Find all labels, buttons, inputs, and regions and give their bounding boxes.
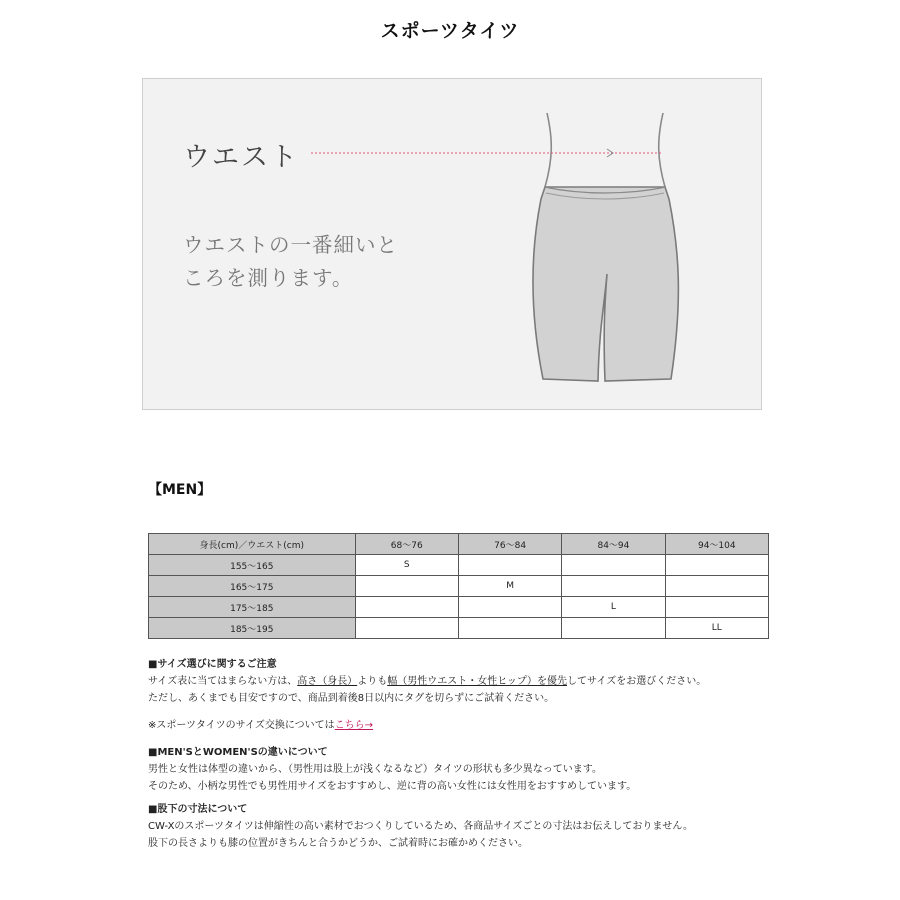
- size-cell: [562, 618, 665, 639]
- size-cell: [355, 597, 458, 618]
- waist-description: ウエストの一番細いと ころを測ります。: [183, 233, 398, 290]
- size-cell: [665, 555, 768, 576]
- difference-note: [148, 744, 828, 795]
- men-size-table: [148, 533, 769, 639]
- table-header-row: [149, 534, 769, 555]
- difference-title: ■MEN'SとWOMEN'Sの違いについて: [148, 747, 328, 758]
- table-row: [149, 555, 769, 576]
- men-heading: 【MEN】: [148, 482, 212, 498]
- exchange-text: ※スポーツタイツのサイズ交換については: [148, 720, 335, 731]
- size-cell: S: [355, 555, 458, 576]
- exchange-link[interactable]: こちら→: [334, 720, 374, 731]
- size-cell: [665, 597, 768, 618]
- row-height-header: 185〜195: [149, 618, 356, 639]
- size-cell: [355, 576, 458, 597]
- inseam-title: ■股下の寸法について: [148, 804, 248, 815]
- column-header: 76〜84: [458, 534, 561, 555]
- size-cell: [458, 555, 561, 576]
- size-cell: LL: [665, 618, 768, 639]
- underlined-height: 高さ（身長）: [297, 676, 358, 687]
- waist-label: ウエスト: [183, 142, 299, 173]
- row-height-header: 175〜185: [149, 597, 356, 618]
- size-advice-note: [148, 656, 828, 707]
- size-advice-title: ■サイズ選びに関するご注意: [148, 659, 277, 670]
- page-title: スポーツタイツ: [380, 20, 520, 42]
- column-header: 94〜104: [665, 534, 768, 555]
- underlined-width-priority: 幅（男性ウエスト・女性ヒップ）を優先: [387, 676, 568, 687]
- size-cell: [562, 555, 665, 576]
- column-header: 68〜76: [355, 534, 458, 555]
- size-cell: M: [458, 576, 561, 597]
- size-cell: [665, 576, 768, 597]
- table-row: [149, 576, 769, 597]
- text-segment: サイズ表に当てはまらない方は、: [148, 676, 298, 687]
- column-header: 84〜94: [562, 534, 665, 555]
- size-notes: [148, 656, 828, 858]
- size-cell: L: [562, 597, 665, 618]
- size-cell: [458, 597, 561, 618]
- waist-measurement-diagram: [142, 78, 762, 410]
- size-cell: [355, 618, 458, 639]
- inseam-line-2: 股下の長さよりも膝の位置がきちんと合うかどうか、ご試着時にお確かめください。: [148, 838, 528, 849]
- row-height-header: 165〜175: [149, 576, 356, 597]
- size-cell: [562, 576, 665, 597]
- text-segment: よりも: [357, 676, 388, 687]
- table-corner-header: 身長(cm)／ウエスト(cm): [149, 534, 356, 555]
- size-advice-line: [148, 673, 828, 690]
- size-cell: [458, 618, 561, 639]
- exchange-note: [148, 717, 828, 734]
- inseam-line-1: CW-Xのスポーツタイツは伸縮性の高い素材でおつくりしているため、各商品サイズごとの寸法はお伝えしておりません。: [148, 821, 694, 832]
- table-row: [149, 597, 769, 618]
- difference-line-1: 男性と女性は体型の違いから、（男性用は股上が浅くなるなど）タイツの形状も多少異なっています。: [148, 764, 602, 775]
- text-segment: してサイズをお選びください。: [567, 676, 707, 687]
- row-height-header: 155〜165: [149, 555, 356, 576]
- inseam-note: [148, 801, 828, 852]
- table-row: [149, 618, 769, 639]
- difference-line-2: そのため、小柄な男性でも男性用サイズをおすすめし、逆に背の高い女性には女性用をおすすめしています。: [148, 781, 637, 792]
- size-advice-line-2: ただし、あくまでも目安ですので、商品到着後8日以内にタグを切らずにご試着ください。: [148, 693, 555, 704]
